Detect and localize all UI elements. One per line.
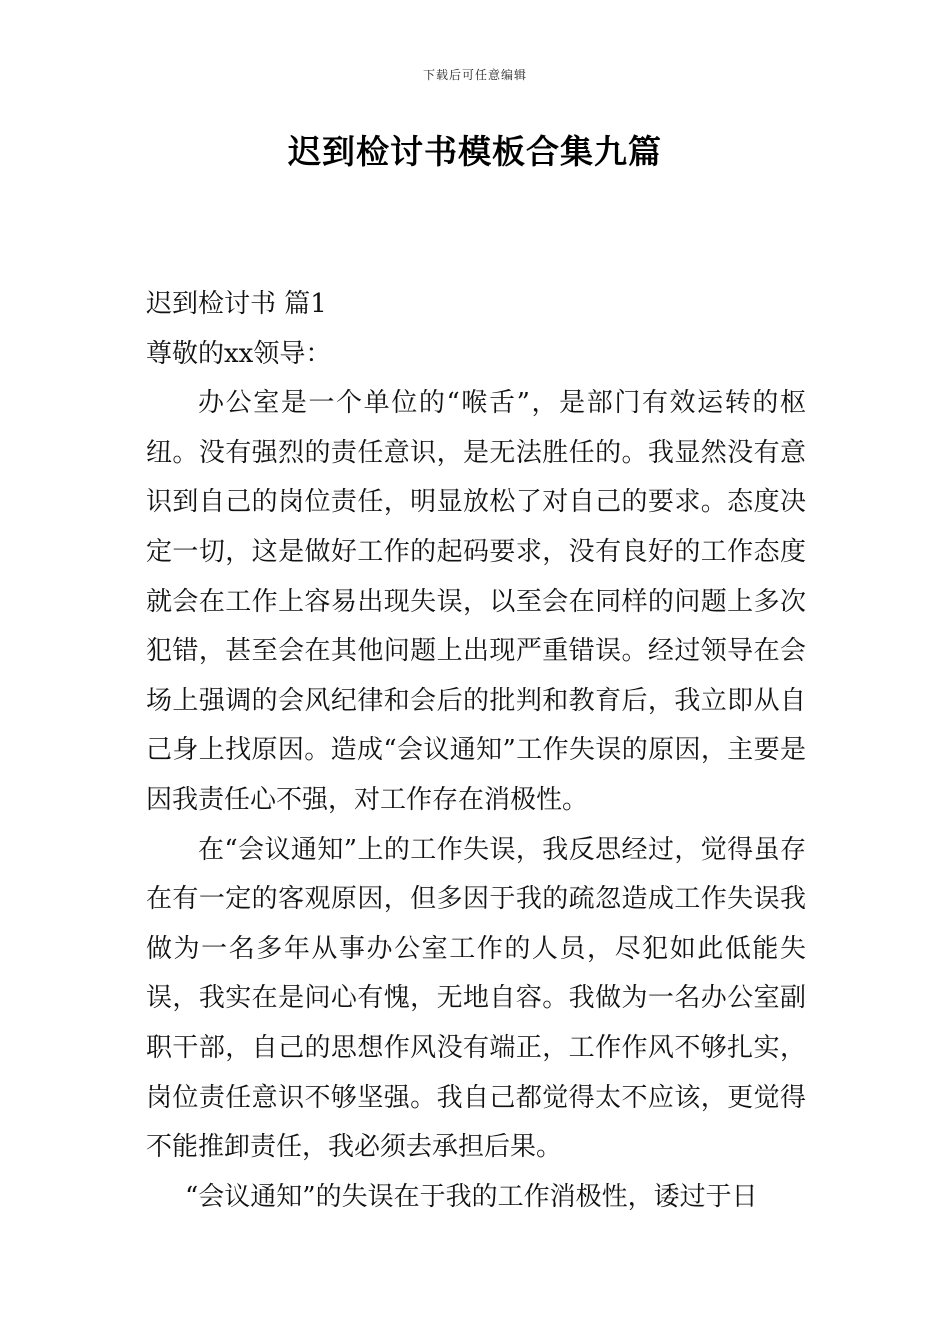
salutation: 尊敬的xx领导： xyxy=(146,338,332,369)
section-heading: 迟到检讨书 篇1 xyxy=(146,289,327,319)
document-title: 迟到检讨书模板合集九篇 xyxy=(288,132,662,171)
header-note: 下载后可任意编辑 xyxy=(422,68,527,82)
document-body xyxy=(146,280,806,1222)
body-paragraph: 办公室是一个单位的“喉舌”，是部门有效运转的枢纽。没有强烈的责任意识，是无法胜任的。我显然没有意识到自己的岗位责任，明显放松了对自己的要求。态度决定一切，这是做好工作的起码要求，没有良好的工作态度就会在工作上容易出现失误，以至会在同样的问题上多次犯错，甚至会在其他问题上出现严重错误。经过领导在会场上强调的会风纪律和会后的批判和教育后，我立即从自己身上找原因。造成“会议通知”工作失误的原因，主要是因我责任心不强，对工作存在消极性。 xyxy=(146,388,806,815)
body-paragraph: “会议通知”的失误在于我的工作消极性，诿过于日 xyxy=(185,1181,758,1212)
body-paragraph: 在“会议通知”上的工作失误，我反思经过，觉得虽存在有一定的客观原因，但多因于我的疏忽造成工作失误我做为一名多年从事办公室工作的人员，尽犯如此低能失误，我实在是问心有愧，无地自容。我做为一名办公室副职干部，自己的思想作风没有端正，工作作风不够扎实，岗位责任意识不够坚强。我自己都觉得太不应该，更觉得不能推卸责任，我必须去承担后果。 xyxy=(146,834,806,1163)
